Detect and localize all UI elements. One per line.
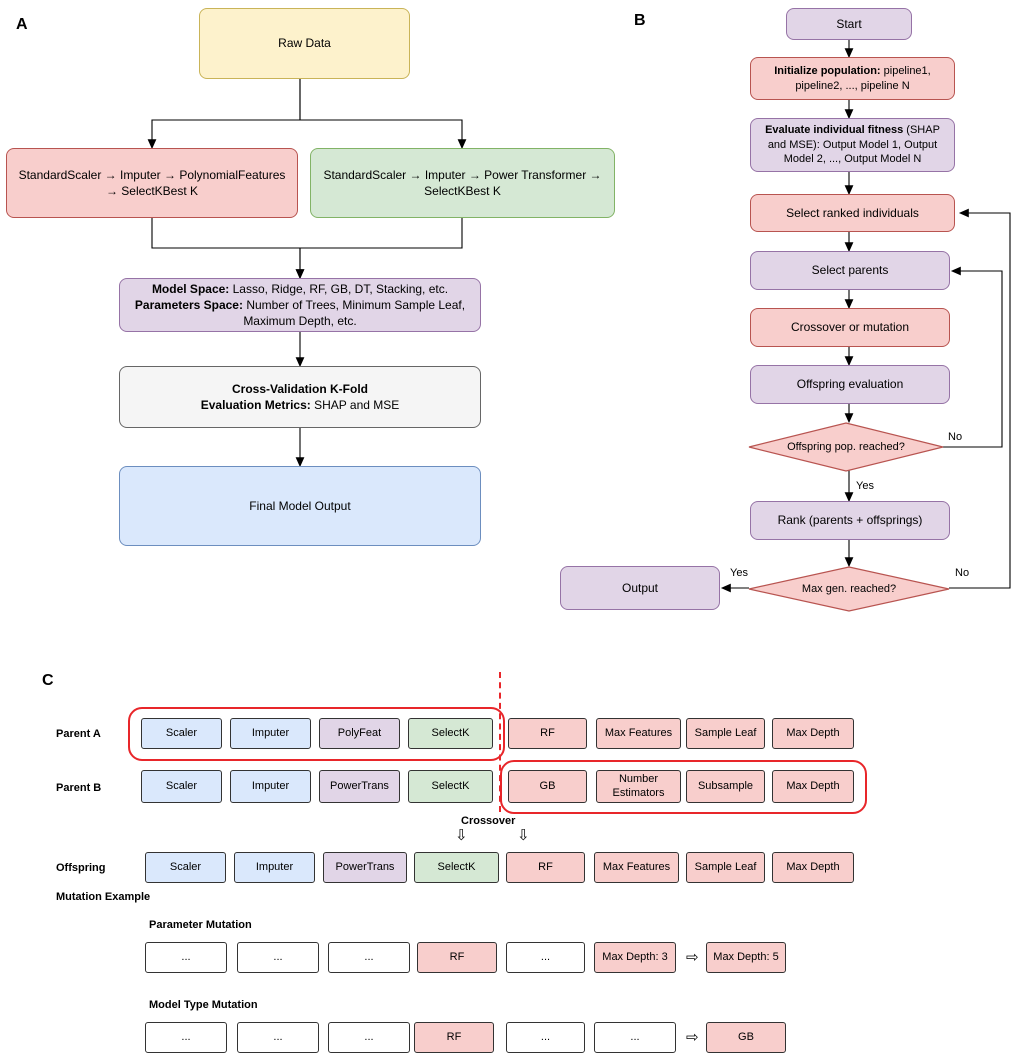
- chip-label: PowerTrans: [335, 860, 395, 873]
- chip-offspring-3: [414, 852, 499, 883]
- node-model-parameter-space: [119, 278, 481, 332]
- crossover-mutation-label: Crossover or mutation: [790, 320, 910, 335]
- chip-offspring-6: [686, 852, 765, 883]
- chip-offspring-7: [772, 852, 854, 883]
- init-value: pipeline1, pipeline2, ..., pipeline N: [795, 64, 931, 92]
- chip-label: RF: [449, 950, 465, 963]
- node-initialize-population: [750, 57, 955, 100]
- chip-label: Max Depth: [786, 779, 840, 792]
- chip-offspring-2: [323, 852, 407, 883]
- chip-label: SelectK: [431, 726, 470, 739]
- chip-label: Max Depth: 3: [602, 950, 668, 963]
- eval-label: Evaluate individual fitness: [765, 123, 904, 136]
- decision-offspring-pop-reached: [748, 422, 944, 472]
- node-start-label: Start: [836, 16, 862, 31]
- node-pipeline-right-label: StandardScaler → Imputer → Power Transformer → SelectKBest K: [323, 167, 602, 198]
- chip-parent-b-5: [596, 770, 681, 803]
- model-type-mutation-title: Model Type Mutation: [149, 999, 258, 1011]
- chip-param-mut-0: [145, 942, 227, 973]
- parameter-mutation-title: Parameter Mutation: [149, 919, 252, 931]
- parameters-space-value: Number of Trees, Minimum Sample Leaf, Maximum Depth, etc.: [242, 297, 466, 329]
- eval-value: (SHAP and MSE): Output Model 1, Output Model 2, ..., Output Model N: [767, 123, 940, 166]
- parameters-space-label: Parameters Space:: [134, 297, 243, 312]
- chip-label: Sample Leaf: [694, 860, 757, 873]
- mutation-example-title: Mutation Example: [56, 891, 151, 903]
- crossover-arrow-right: ⇩: [517, 827, 530, 844]
- node-offspring-evaluation: [750, 365, 950, 404]
- node-select-parents: [750, 251, 950, 290]
- offspring-pop-reached-label: Offspring pop. reached?: [787, 441, 905, 453]
- chip-label: ...: [364, 1030, 374, 1043]
- chip-parent-b-2: [319, 770, 400, 803]
- chip-model-mut-1: [237, 1022, 319, 1053]
- select-parents-label: Select parents: [811, 263, 889, 278]
- node-evaluate-fitness: [750, 118, 955, 172]
- row-label-offspring: Offspring: [56, 862, 106, 874]
- chip-label: ...: [364, 950, 374, 963]
- chip-model-mut-4: [506, 1022, 585, 1053]
- chip-label: RF: [540, 726, 555, 739]
- chip-parent-a-4: [508, 718, 587, 749]
- edge-label-no-offspring: No: [948, 431, 963, 443]
- chip-parent-b-3: [408, 770, 493, 803]
- node-select-ranked-individuals: [750, 194, 955, 232]
- chip-label: RF: [446, 1030, 462, 1043]
- node-output: [560, 566, 720, 610]
- cv-title: Cross-Validation K-Fold: [231, 381, 368, 396]
- chip-label: Max Depth: [786, 860, 840, 873]
- chip-parent-b-7: [772, 770, 854, 803]
- chip-model-mut-2: [328, 1022, 410, 1053]
- node-rank-parents-offsprings: [750, 501, 950, 540]
- node-pipeline-right: [310, 148, 615, 218]
- chip-label: PowerTrans: [330, 779, 389, 792]
- chip-param-mut-5: [594, 942, 676, 973]
- chip-label: PolyFeat: [337, 726, 382, 739]
- crossover-label: Crossover: [461, 815, 516, 827]
- edge-label-yes-maxgen: Yes: [730, 567, 748, 579]
- node-raw-data-label: Raw Data: [278, 36, 331, 51]
- model-space-value: Lasso, Ridge, RF, GB, DT, Stacking, etc.: [229, 281, 449, 296]
- cv-metrics-value: SHAP and MSE: [310, 398, 400, 412]
- chip-label: ...: [273, 1030, 283, 1043]
- mutation-arrow-param: ⇨: [686, 949, 699, 966]
- chip-label: ...: [181, 950, 191, 963]
- chip-label: GB: [738, 1030, 754, 1043]
- chip-parent-a-0: [141, 718, 222, 749]
- chip-label: ...: [540, 1030, 551, 1043]
- panel-label-c: C: [42, 672, 54, 689]
- chip-parent-a-3: [408, 718, 493, 749]
- offspring-evaluation-label: Offspring evaluation: [796, 377, 904, 392]
- chip-parent-a-5: [596, 718, 681, 749]
- chip-label: Scaler: [165, 726, 198, 739]
- chip-label: GB: [539, 779, 556, 792]
- chip-label: Max Depth: [786, 726, 840, 739]
- chip-param-mut-result: [706, 942, 786, 973]
- chip-label: Scaler: [169, 860, 202, 873]
- chip-parent-a-6: [686, 718, 765, 749]
- chip-parent-b-0: [141, 770, 222, 803]
- node-raw-data: [199, 8, 410, 79]
- node-start: [786, 8, 912, 40]
- decision-max-gen-reached: [748, 566, 950, 612]
- chip-param-mut-4: [506, 942, 585, 973]
- edge-label-no-maxgen: No: [955, 567, 970, 579]
- chip-label: Number Estimators: [612, 773, 665, 799]
- chip-parent-b-6: [686, 770, 765, 803]
- chip-label: Imputer: [251, 779, 290, 792]
- node-pipeline-left: [6, 148, 298, 218]
- model-space-label: Model Space:: [151, 281, 230, 296]
- chip-label: RF: [538, 860, 553, 873]
- max-gen-reached-label: Max gen. reached?: [801, 583, 897, 595]
- row-label-parent-a: Parent A: [56, 728, 101, 740]
- chip-label: Sample Leaf: [694, 726, 757, 739]
- chip-label: Imputer: [255, 860, 294, 873]
- panel-label-a: A: [16, 16, 28, 33]
- cv-metrics-label: Evaluation Metrics:: [200, 398, 311, 412]
- node-cross-validation: [119, 366, 481, 428]
- init-label: Initialize population:: [774, 64, 881, 77]
- crossover-arrow-left: ⇩: [455, 827, 468, 844]
- rank-label: Rank (parents + offsprings): [777, 513, 923, 528]
- chip-offspring-0: [145, 852, 226, 883]
- chip-model-mut-3: [414, 1022, 494, 1053]
- chip-offspring-1: [234, 852, 315, 883]
- chip-offspring-4: [506, 852, 585, 883]
- chip-label: SelectK: [431, 779, 470, 792]
- node-final-model-output-label: Final Model Output: [249, 498, 351, 513]
- chip-label: Imputer: [251, 726, 290, 739]
- output-label: Output: [621, 580, 659, 595]
- chip-label: Max Features: [604, 726, 673, 739]
- chip-offspring-5: [594, 852, 679, 883]
- chip-label: ...: [181, 1030, 191, 1043]
- chip-model-mut-0: [145, 1022, 227, 1053]
- chip-label: ...: [630, 1030, 640, 1043]
- node-final-model-output: [119, 466, 481, 546]
- chip-label: Subsample: [697, 779, 754, 792]
- mutation-arrow-model: ⇨: [686, 1029, 699, 1046]
- chip-parent-b-4: [508, 770, 587, 803]
- chip-model-mut-5: [594, 1022, 676, 1053]
- chip-label: Max Features: [602, 860, 671, 873]
- chip-label: SelectK: [437, 860, 476, 873]
- node-crossover-mutation: [750, 308, 950, 347]
- node-pipeline-left-label: StandardScaler → Imputer → PolynomialFeatures → SelectKBest K: [18, 167, 286, 198]
- edge-label-yes-offspring: Yes: [856, 480, 874, 492]
- select-ranked-label: Select ranked individuals: [786, 205, 919, 220]
- chip-parent-a-7: [772, 718, 854, 749]
- crossover-split-line: [499, 672, 501, 812]
- panel-label-b: B: [634, 12, 646, 29]
- chip-parent-b-1: [230, 770, 311, 803]
- row-label-parent-b: Parent B: [56, 782, 102, 794]
- chip-label: Max Depth: 5: [713, 950, 779, 963]
- chip-label: Scaler: [165, 779, 198, 792]
- chip-parent-a-1: [230, 718, 311, 749]
- chip-parent-a-2: [319, 718, 400, 749]
- chip-param-mut-1: [237, 942, 319, 973]
- chip-model-mut-result: [706, 1022, 786, 1053]
- chip-label: ...: [540, 950, 551, 963]
- chip-param-mut-3: [417, 942, 497, 973]
- chip-param-mut-2: [328, 942, 410, 973]
- chip-label: ...: [273, 950, 283, 963]
